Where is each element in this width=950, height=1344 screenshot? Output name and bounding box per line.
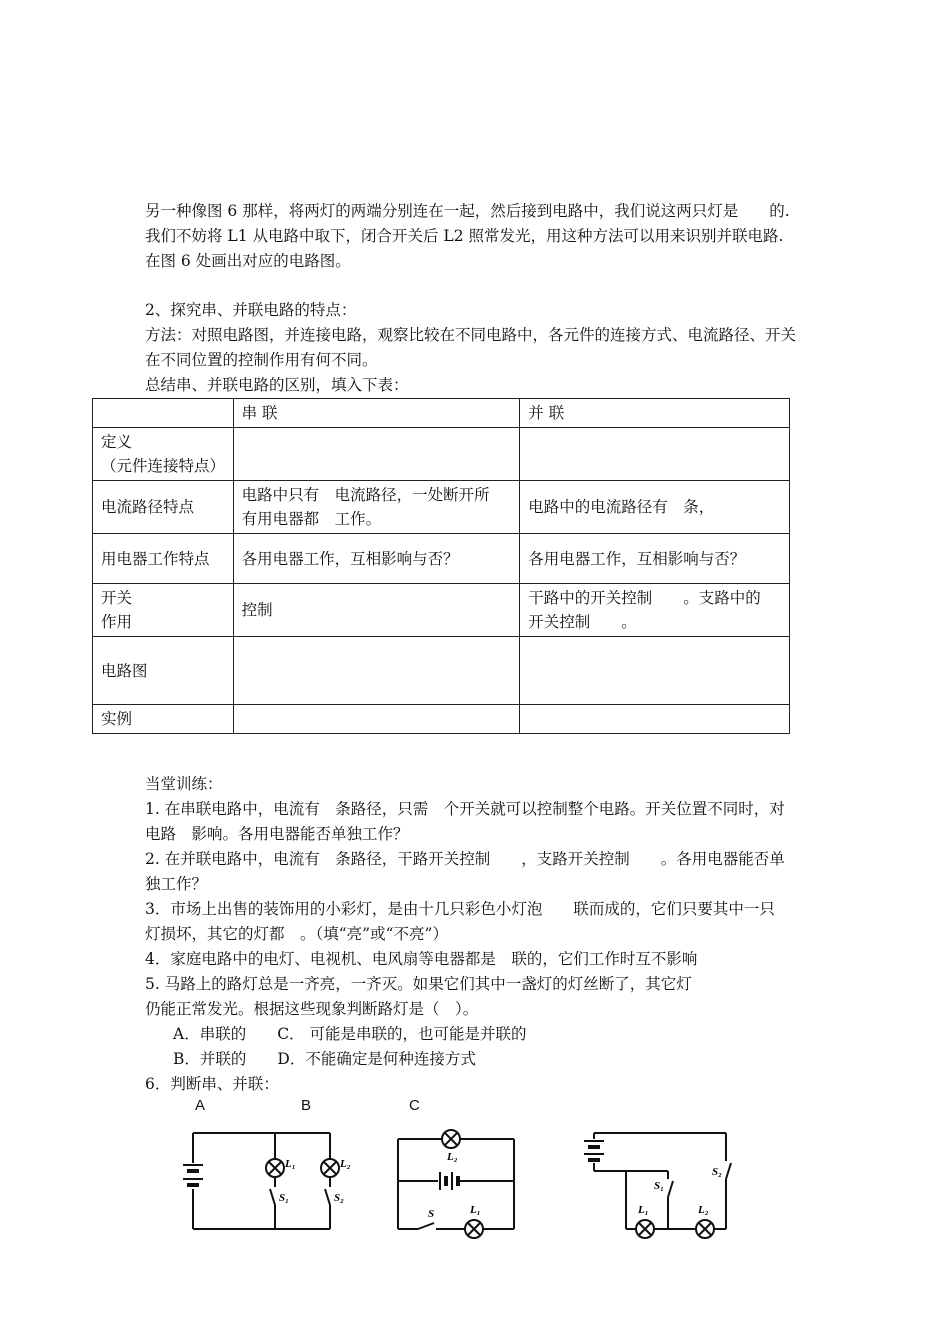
intro-paragraph [145, 199, 815, 274]
lamp-icon [696, 1220, 714, 1238]
lamp-icon [636, 1220, 654, 1238]
circuit-c-diagram [578, 1125, 738, 1240]
label-l1: L₁ [638, 1204, 649, 1216]
circuit-a-diagram [175, 1125, 365, 1240]
lamp-icon [266, 1159, 284, 1177]
circuit-letter-c: C [409, 1097, 420, 1114]
circuit-letter-a: A [195, 1097, 206, 1114]
lamp-icon [442, 1130, 460, 1148]
label-l2: L₂ [340, 1158, 351, 1170]
switch-icon [726, 1163, 731, 1179]
label-l1: L₁ [470, 1204, 481, 1216]
switch-icon [270, 1189, 275, 1205]
row-label: 电流路径特点 [93, 481, 234, 534]
parallel-cell [520, 637, 790, 705]
parallel-cell: 电路中的电流路径有 条， [520, 481, 790, 534]
label-s1: S₁ [279, 1192, 289, 1204]
row-label: 电路图 [93, 637, 234, 705]
battery-icon [183, 1165, 203, 1185]
table-row [93, 534, 790, 584]
series-cell: 电路中只有 电流路径，一处断开所 有用电器都 工作。 [233, 481, 520, 534]
circuit-letter-b: B [301, 1097, 312, 1114]
intro-line: 我们不妨将 L1 从电路中取下，闭合开关后 L2 照常发光，用这种方法可以用来识别并联电路. [145, 227, 784, 245]
row-label: 定义 （元件连接特点） [93, 428, 234, 481]
practice-line: 2. 在并联电路中，电流有 条路径，干路开关控制 ，支路开关控制 。各用电器能否单 [145, 850, 785, 868]
series-cell: 各用电器工作，互相影响与否？ [233, 534, 520, 584]
summary-line: 总结串、并联电路的区别，填入下表： [145, 376, 409, 394]
table-header-row [93, 399, 790, 428]
practice-section [145, 772, 815, 1097]
table-row [93, 481, 790, 534]
battery-icon [584, 1141, 604, 1160]
method-line: 在不同位置的控制作用有何不同。 [145, 351, 378, 369]
intro-line: 另一种像图 6 那样，将两灯的两端分别连在一起，然后接到电路中，我们说这两只灯是 的. [145, 202, 790, 220]
switch-icon [668, 1181, 673, 1197]
comparison-table [92, 398, 790, 734]
lamp-icon [465, 1220, 483, 1238]
circuit-b-diagram [390, 1125, 525, 1240]
lamp-icon [321, 1159, 339, 1177]
practice-line: 灯损坏，其它的灯都 。（填“亮”或“不亮”） [145, 925, 448, 943]
parallel-cell: 各用电器工作，互相影响与否？ [520, 534, 790, 584]
practice-line: 独工作？ [145, 875, 208, 893]
practice-line: 3．市场上出售的装饰用的小彩灯，是由十几只彩色小灯泡 联而成的，它们只要其中一只 [145, 900, 775, 918]
option-line: A．串联的 C． 可能是串联的，也可能是并联的 [173, 1025, 527, 1043]
switch-icon [418, 1223, 434, 1229]
row-label: 实例 [93, 705, 234, 734]
series-cell [233, 637, 520, 705]
label-l2: L₂ [447, 1151, 458, 1163]
table-row [93, 637, 790, 705]
label-s1: S₁ [654, 1180, 664, 1192]
practice-title: 当堂训练： [145, 775, 223, 793]
parallel-cell: 干路中的开关控制 。支路中的 开关控制 。 [520, 584, 790, 637]
header-series: 串 联 [233, 399, 520, 428]
practice-line: 电路 影响。各用电器能否单独工作？ [145, 825, 409, 843]
header-parallel: 并 联 [520, 399, 790, 428]
method-line: 方法：对照电路图，并连接电路，观察比较在不同电路中，各元件的连接方式、电流路径、开关 [145, 326, 797, 344]
practice-line: 6．判断串、并联： [145, 1075, 279, 1093]
table-row [93, 705, 790, 734]
practice-line: 4．家庭电路中的电灯、电视机、电风扇等电器都是 联的，它们工作时互不影响 [145, 950, 698, 968]
table-row [93, 584, 790, 637]
label-s: S [428, 1208, 435, 1220]
practice-line: 5. 马路上的路灯总是一齐亮，一齐灭。如果它们其中一盏灯的灯丝断了，其它灯 [145, 975, 692, 993]
practice-line: 1. 在串联电路中，电流有 条路径，只需 个开关就可以控制整个电路。开关位置不同时，对 [145, 800, 785, 818]
label-l2: L₂ [698, 1204, 709, 1216]
series-cell [233, 705, 520, 734]
label-l1: L₁ [285, 1158, 296, 1170]
intro-line: 在图 6 处画出对应的电路图。 [145, 252, 351, 270]
section-2 [145, 298, 815, 398]
parallel-cell [520, 705, 790, 734]
switch-icon [325, 1189, 330, 1205]
series-cell [233, 428, 520, 481]
series-cell: 控制 [233, 584, 520, 637]
option-line: B．并联的 D．不能确定是何种连接方式 [173, 1050, 476, 1068]
battery-icon [440, 1172, 458, 1190]
label-s2: S₂ [334, 1192, 344, 1204]
row-label: 用电器工作特点 [93, 534, 234, 584]
table-row [93, 428, 790, 481]
section-title: 2、探究串、并联电路的特点： [145, 301, 357, 319]
label-s2: S₂ [712, 1166, 722, 1178]
parallel-cell [520, 428, 790, 481]
practice-line: 仍能正常发光。根据这些现象判断路灯是（ ）。 [145, 1000, 479, 1018]
header-empty-cell [93, 399, 234, 428]
row-label: 开关 作用 [93, 584, 234, 637]
